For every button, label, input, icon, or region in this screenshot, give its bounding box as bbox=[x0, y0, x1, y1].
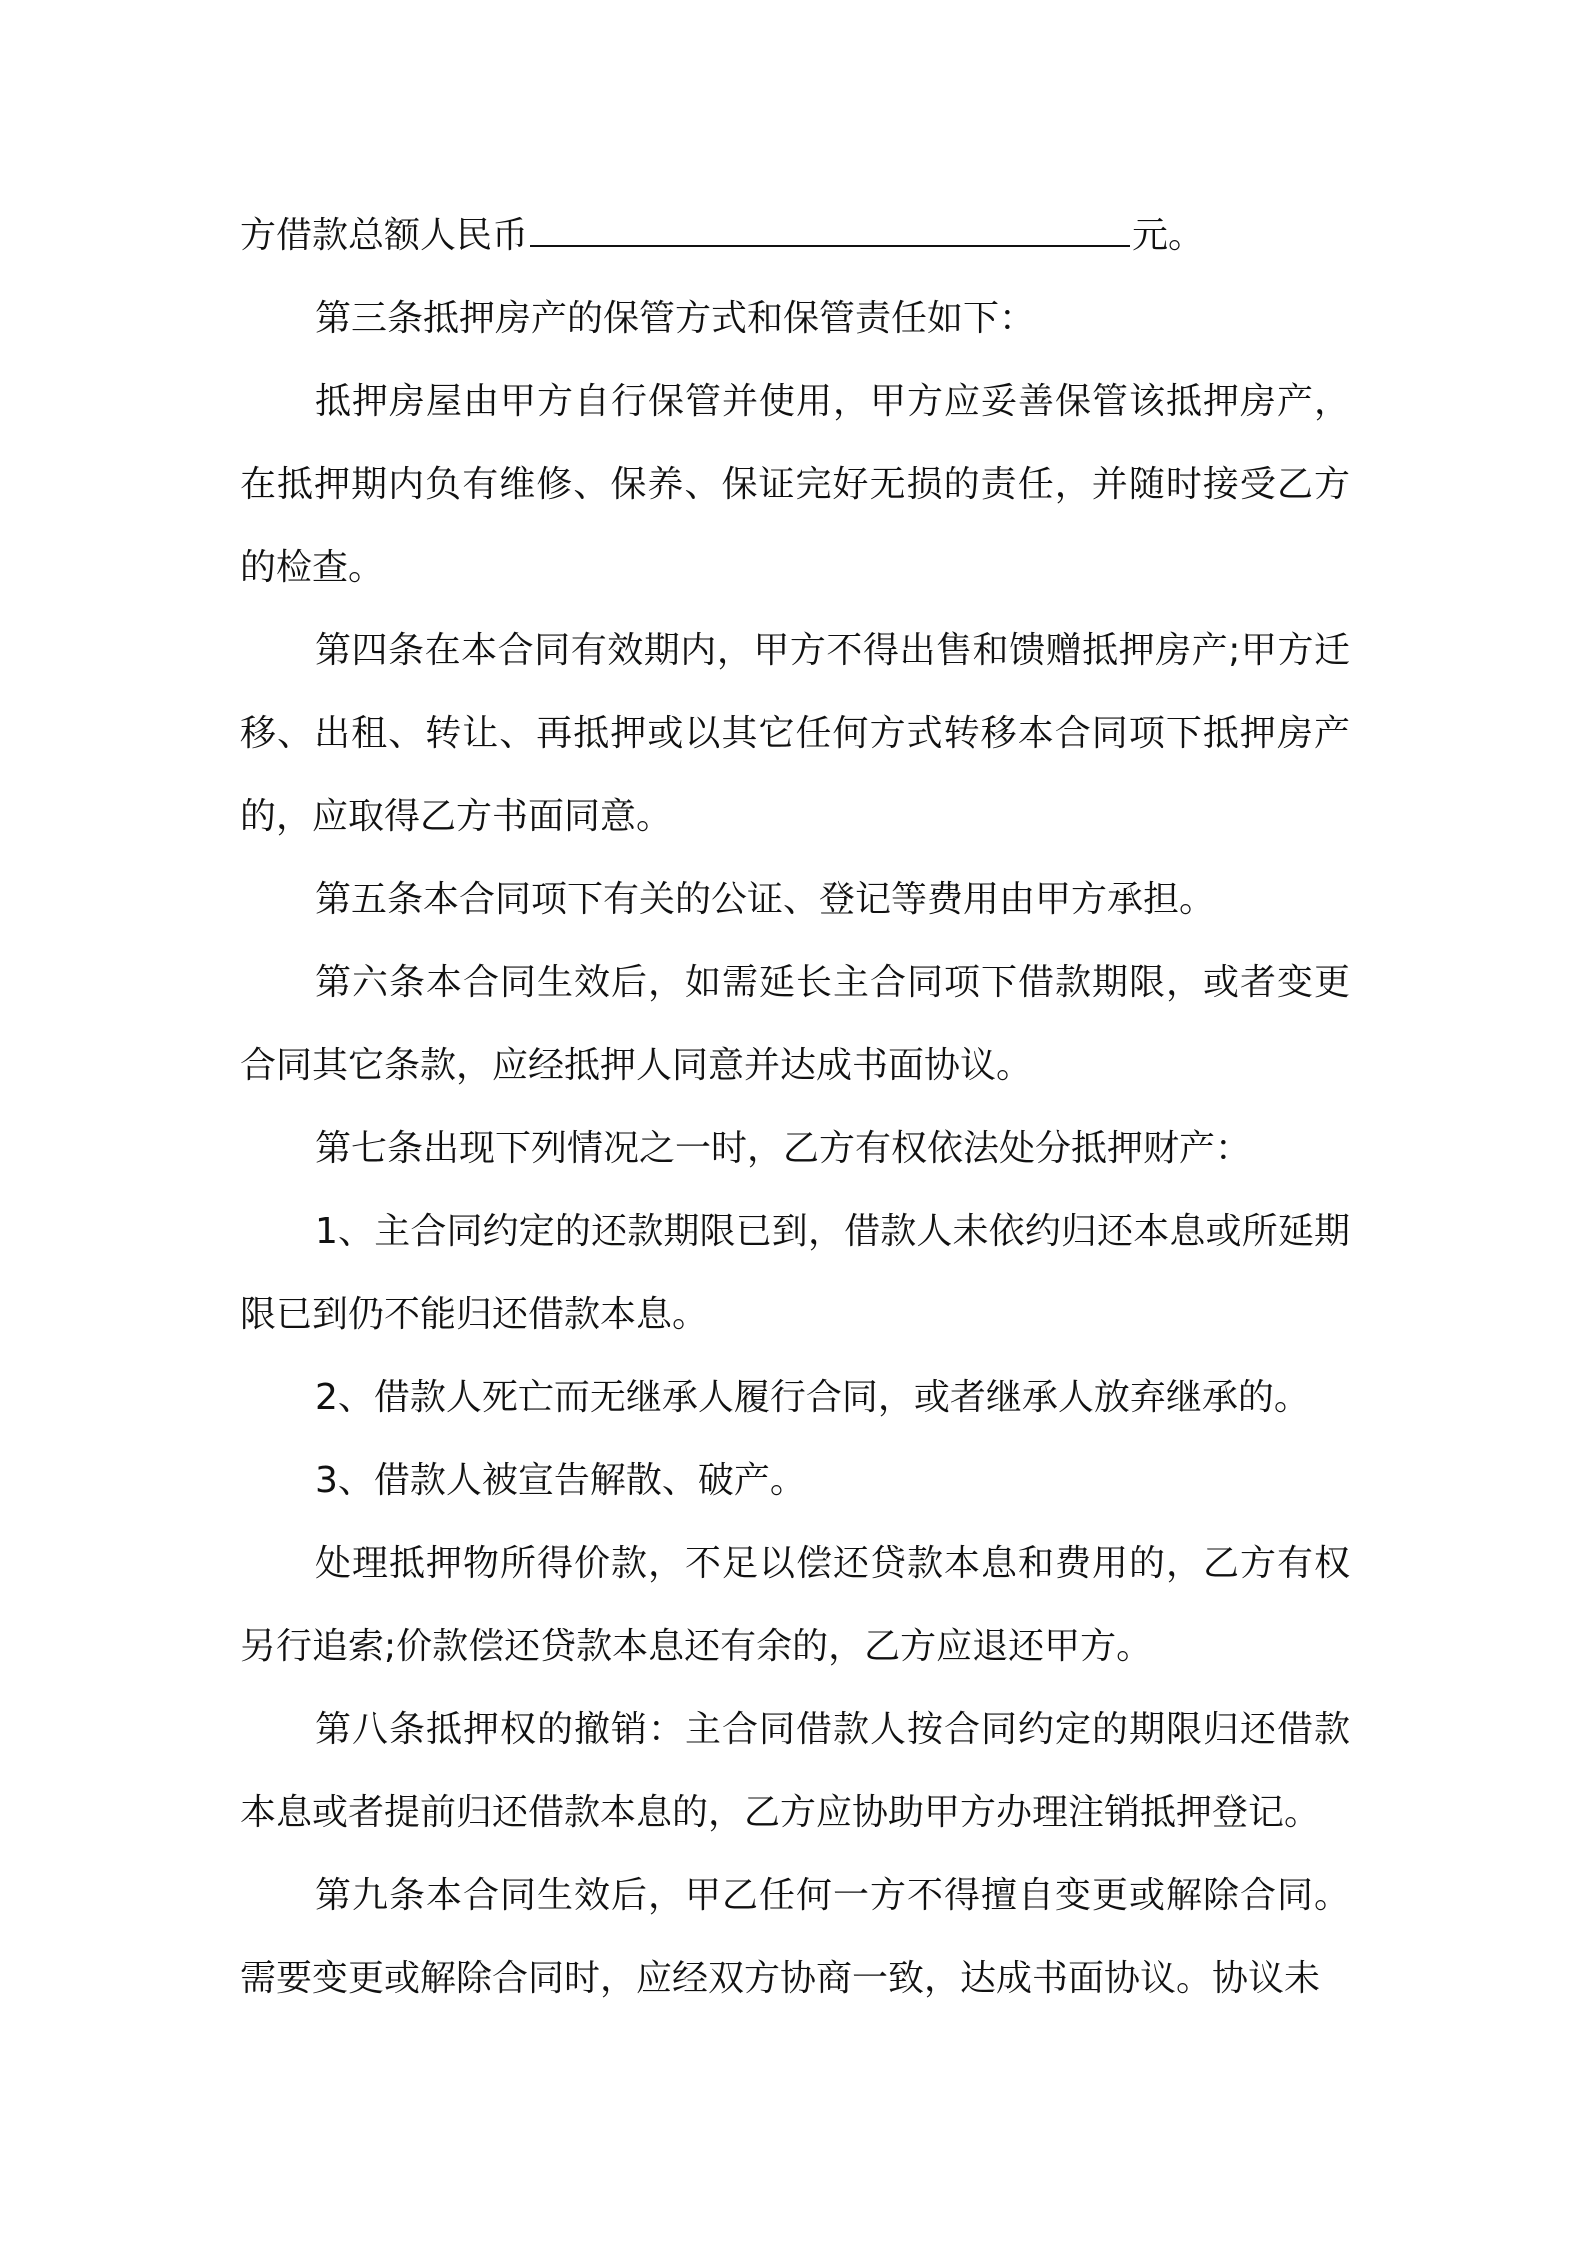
list-item-2: 2、借款人死亡而无继承人履行合同，或者继承人放弃继承的。 bbox=[315, 1377, 1310, 1418]
list-item-1: 1、主合同约定的还款期限已到，借款人未依约归还本息或所延期限已到仍不能归还借款本息。 bbox=[240, 1211, 1350, 1335]
loan-amount-label: 方借款总额人民币 bbox=[240, 215, 529, 256]
paragraph-article-9: 第九条本合同生效后，甲乙任何一方不得擅自变更或解除合同。需要变更或解除合同时，应经双方协商一致，达成书面协议。协议未 bbox=[240, 1875, 1350, 1999]
paragraph-disposal: 处理抵押物所得价款，不足以偿还贷款本息和费用的，乙方有权另行追索;价款偿还贷款本息还有余的，乙方应退还甲方。 bbox=[240, 1543, 1350, 1667]
list-item-3: 3、借款人被宣告解散、破产。 bbox=[315, 1460, 806, 1501]
paragraph-custody: 抵押房屋由甲方自行保管并使用，甲方应妥善保管该抵押房产，在抵押期内负有维修、保养、保证完好无损的责任，并随时接受乙方的检查。 bbox=[240, 381, 1350, 588]
paragraph-article-8: 第八条抵押权的撤销：主合同借款人按合同约定的期限归还借款本息或者提前归还借款本息的，乙方应协助甲方办理注销抵押登记。 bbox=[240, 1709, 1350, 1833]
paragraph-article-4: 第四条在本合同有效期内，甲方不得出售和馈赠抵押房产;甲方迁移、出租、转让、再抵押或以其它任何方式转移本合同项下抵押房产的，应取得乙方书面同意。 bbox=[240, 630, 1350, 837]
document-body bbox=[240, 194, 1350, 2020]
loan-amount-unit: 元。 bbox=[1132, 215, 1205, 256]
paragraph-article-5: 第五条本合同项下有关的公证、登记等费用由甲方承担。 bbox=[315, 879, 1216, 920]
loan-amount-blank-field[interactable] bbox=[530, 211, 1130, 247]
paragraph-article-3: 第三条抵押房产的保管方式和保管责任如下： bbox=[315, 298, 1036, 339]
paragraph-article-7: 第七条出现下列情况之一时，乙方有权依法处分抵押财产： bbox=[315, 1128, 1252, 1169]
paragraph-loan-amount bbox=[240, 194, 1350, 277]
paragraph-article-6: 第六条本合同生效后，如需延长主合同项下借款期限，或者变更合同其它条款，应经抵押人同意并达成书面协议。 bbox=[240, 962, 1350, 1086]
